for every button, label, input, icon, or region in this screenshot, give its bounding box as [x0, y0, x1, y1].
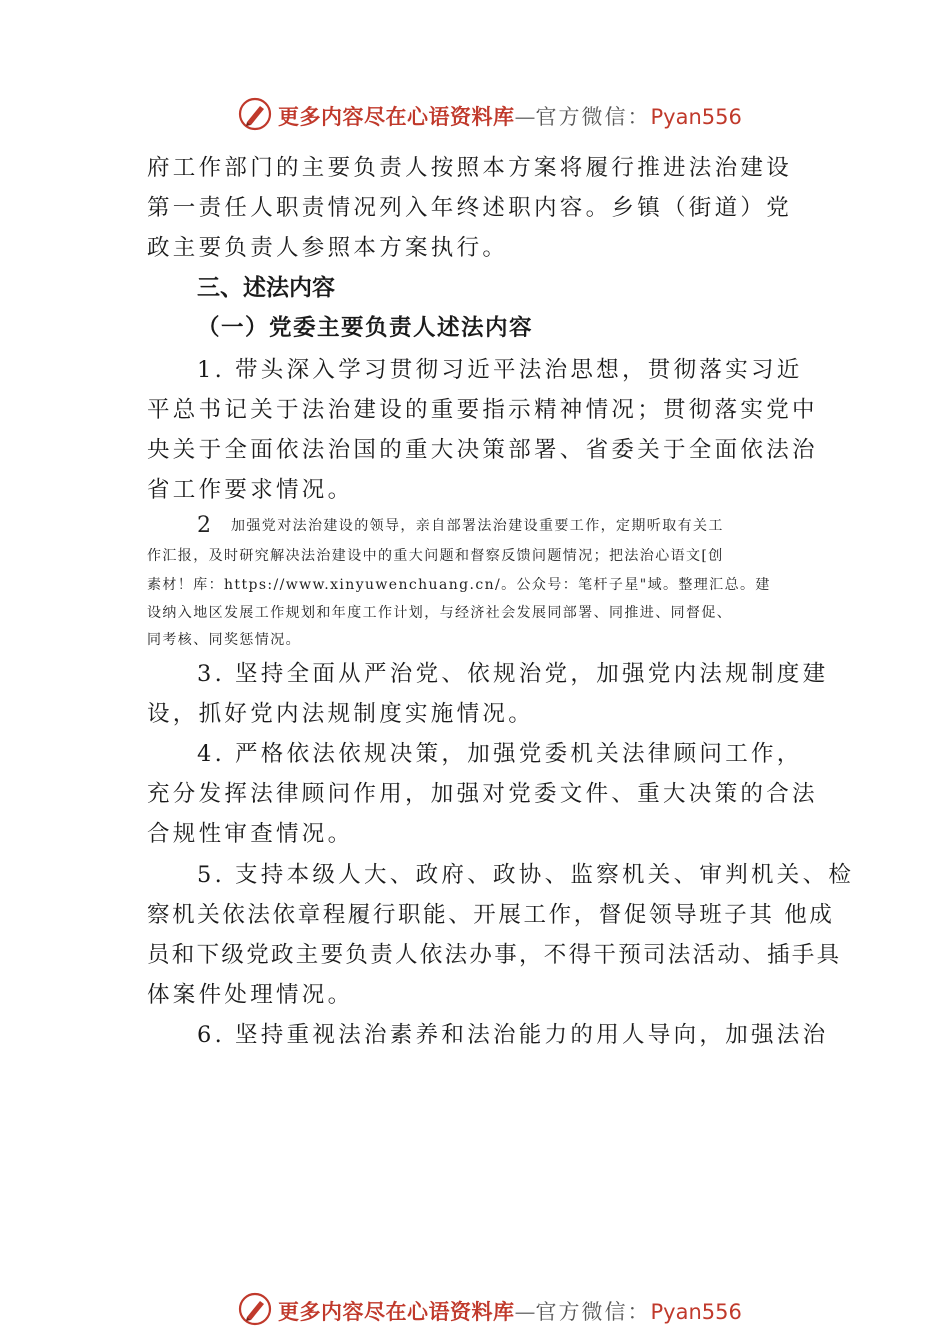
- banner-wechat-id: Pyan556: [650, 105, 742, 129]
- item-1-line-2: 平总书记关于法治建设的重要指示精神情况；贯彻落实党中: [147, 397, 818, 423]
- section-title: 三、述法内容: [197, 275, 335, 301]
- banner-wechat-id: Pyan556: [650, 1300, 742, 1324]
- item-5-line-2: 察机关依法依章程履行职能、开展工作，督促领导班子其 他成: [147, 902, 835, 928]
- footer-banner: [0, 1290, 950, 1330]
- banner-separator: —: [514, 1300, 536, 1324]
- item-1-text-1: 带头深入学习贯彻习近平法治思想，贯彻落实习近: [235, 357, 803, 383]
- item-5-line-3: 员和下级党政主要负责人依法办事，不得干预司法活动、插手具: [147, 942, 842, 968]
- item-3-line-2: 设，抓好党内法规制度实施情况。: [147, 701, 535, 727]
- intro-line-1: 府工作部门的主要负责人按照本方案将履行推进法治建设: [147, 155, 793, 181]
- item-1-line-1: [197, 355, 803, 385]
- item-4-line-1: [197, 739, 803, 769]
- item-3-line-1: [197, 659, 828, 689]
- item-3-number: 3.: [197, 661, 226, 687]
- item-2-line-4: 设纳入地区发展工作规划和年度工作计划，与经济社会发展同部署、同推进、同督促、: [147, 605, 733, 621]
- item-2-line-3: 素材！库：https://www.xinyuwenchuang.cn/。公众号：笔杆子星"域。整理汇总。建: [147, 577, 771, 593]
- banner-separator: —: [514, 105, 536, 129]
- item-6-line-1: [197, 1020, 828, 1050]
- item-5-number: 5.: [197, 862, 226, 888]
- item-5-line-1: [197, 860, 854, 890]
- item-4-number: 4.: [197, 741, 226, 767]
- subsection-title: （一）党委主要负责人述法内容: [197, 315, 534, 341]
- item-1-line-4: 省工作要求情况。: [147, 477, 354, 503]
- item-5-text-1: 支持本级人大、政府、政协、监察机关、审判机关、检: [235, 862, 855, 888]
- intro-line-2: 第一责任人职责情况列入年终述职内容。乡镇（街道）党: [147, 195, 793, 221]
- intro-line-3: 政主要负责人参照本方案执行。: [147, 235, 509, 261]
- banner-main-text: 更多内容尽在心语资料库: [278, 104, 515, 129]
- item-6-number: 6.: [197, 1022, 226, 1048]
- item-4-line-3: 合规性审查情况。: [147, 821, 354, 847]
- item-2-line-5: 同考核、同奖惩情况。: [147, 632, 301, 648]
- banner-official-label: 官方微信：: [535, 105, 651, 129]
- item-2-text-1: 加强党对法治建设的领导，亲自部署法治建设重要工作，定期听取有关工: [231, 518, 724, 534]
- banner-official-label: 官方微信：: [535, 1300, 651, 1324]
- banner-main-text: 更多内容尽在心语资料库: [278, 1299, 515, 1324]
- banner-text: [278, 101, 742, 131]
- banner-text: [278, 1296, 742, 1326]
- item-1-number: 1.: [197, 357, 226, 383]
- item-4-text-1: 严格依法依规决策，加强党委机关法律顾问工作，: [235, 741, 803, 767]
- item-2-line-1: [197, 513, 724, 538]
- pen-logo-icon: [238, 97, 272, 131]
- item-3-text-1: 坚持全面从严治党、依规治党，加强党内法规制度建: [235, 661, 829, 687]
- item-2-number: 2: [197, 513, 211, 538]
- header-banner: [0, 95, 950, 135]
- item-2-line-2: 作汇报，及时研究解决法治建设中的重大问题和督察反馈问题情况；把法治心语文[创: [147, 548, 724, 564]
- item-6-text-1: 坚持重视法治素养和法治能力的用人导向，加强法治: [235, 1022, 829, 1048]
- item-4-line-2: 充分发挥法律顾问作用，加强对党委文件、重大决策的合法: [147, 781, 818, 807]
- item-5-line-4: 体案件处理情况。: [147, 982, 354, 1008]
- pen-logo-icon: [238, 1292, 272, 1326]
- item-1-line-3: 央关于全面依法治国的重大决策部署、省委关于全面依法治: [147, 437, 818, 463]
